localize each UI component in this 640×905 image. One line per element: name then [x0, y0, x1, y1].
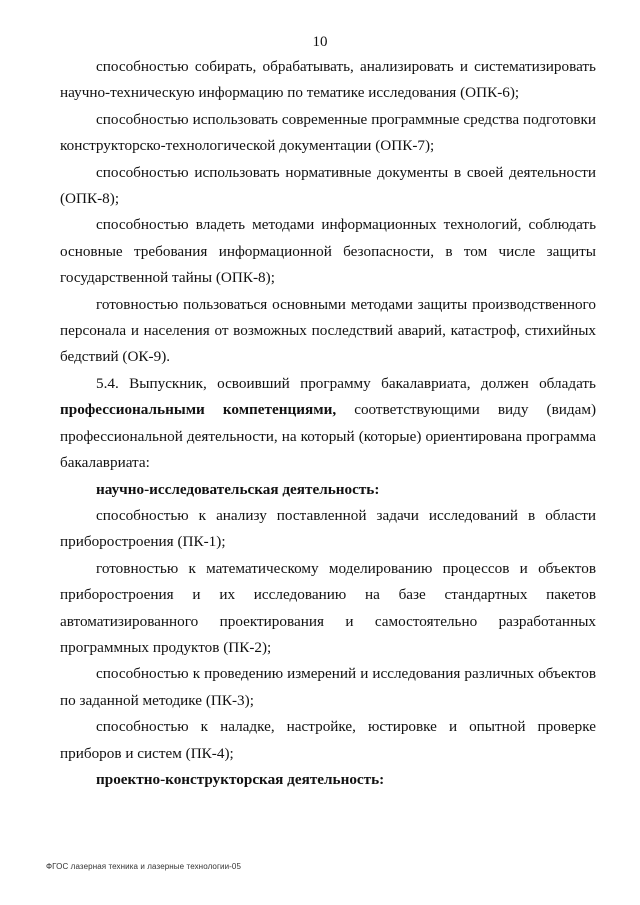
paragraph-5-4-end: соответствующими виду (видам) профессиональной деятельности, на который (которые) ориентирована программа бакалавриата: [60, 401, 597, 472]
heading-research-activity: научно-исследовательская деятельность: [96, 480, 380, 498]
paragraph-opk6: способностью собирать, обрабатывать, анализировать и систематизировать научно-техническую информацию по тематике исследования (ОПК-6); [60, 58, 596, 102]
paragraph-opk8-security: способностью владеть методами информационных технологий, соблюдать основные требования информационной безопасности, в том числе защиты государственной тайны (ОПК-8); [60, 216, 596, 287]
paragraph-5-4 [60, 371, 596, 477]
paragraph-ok9: готовностью пользоваться основными методами защиты производственного персонала и населения от возможных последствий аварий, катастроф, стихийных бедствий (ОК-9). [60, 295, 596, 366]
document-body [60, 54, 596, 793]
paragraph-pk1: способностью к анализу поставленной задачи исследований в области приборостроения (ПК-1); [60, 506, 596, 551]
paragraph-pk2: готовностью к математическому моделированию процессов и объектов приборостроения и их исследованию на базе стандартных пакетов автоматизированного проектирования и самостоятельно разработанных программных продуктов (ПК-2); [60, 559, 596, 656]
paragraph-5-4-start: 5.4. Выпускник, освоивший программу бакалавриата, должен обладать [96, 374, 596, 392]
paragraph-5-4-bold: профессиональными компетенциями, [60, 401, 337, 419]
page-number: 10 [312, 34, 328, 50]
paragraph-opk8-normative: способностью использовать нормативные документы в своей деятельности (ОПК-8); [60, 163, 596, 208]
paragraph-pk4: способностью к наладке, настройке, юстировке и опытной проверке приборов и систем (ПК-4); [60, 718, 596, 762]
paragraph-opk7: способностью использовать современные программные средства подготовки конструкторско-технологической документации (ОПК-7); [60, 110, 596, 155]
heading-design-activity: проектно-конструкторская деятельность: [96, 770, 385, 788]
paragraph-pk3: способностью к проведению измерений и исследования различных объектов по заданной методике (ПК-3); [60, 665, 596, 709]
page-footer: ФГОС лазерная техника и лазерные технологии-05 [46, 862, 241, 871]
